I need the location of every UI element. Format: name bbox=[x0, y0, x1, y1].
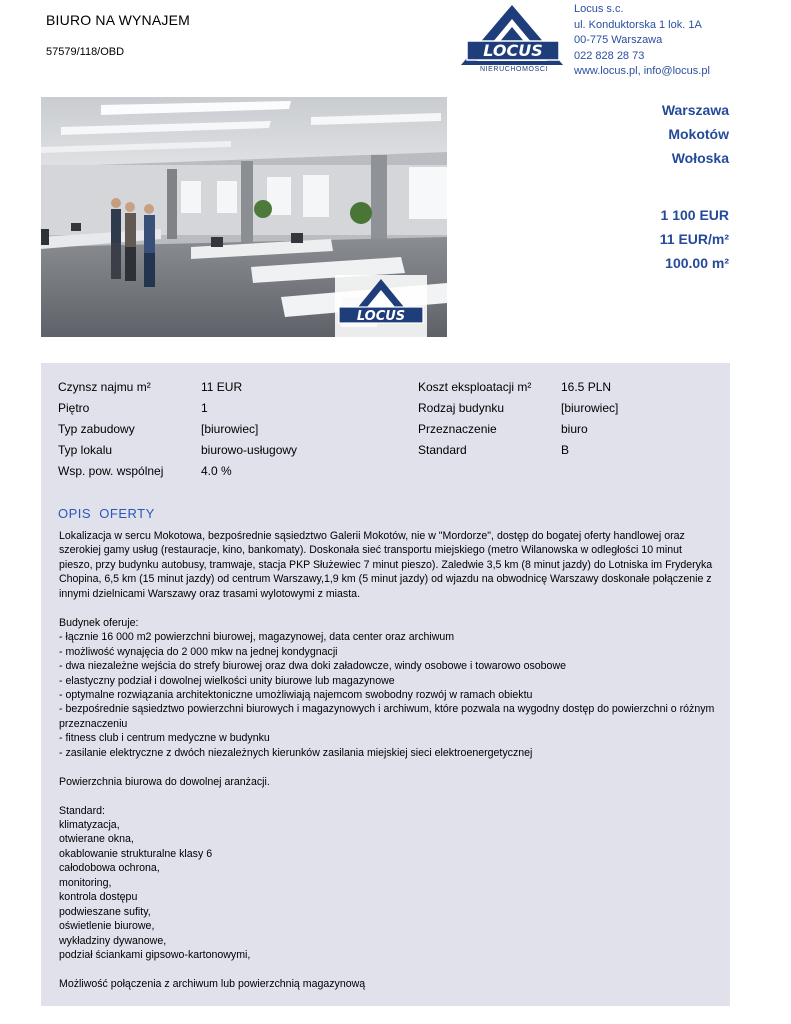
company-street: ul. Konduktorska 1 lok. 1A bbox=[574, 18, 702, 31]
detail-label: Czynsz najmu m² bbox=[58, 380, 151, 394]
feature-item: - optymalne rozwiązania architektoniczne umożliwiają najemcom swobodny rozwój w ramach obiektu bbox=[59, 688, 533, 701]
company-city: 00-775 Warszawa bbox=[574, 34, 663, 46]
detail-value: biuro bbox=[561, 422, 588, 436]
building-features bbox=[59, 616, 723, 761]
description-line: Budynek oferuje: bbox=[59, 616, 139, 629]
company-phone: 022 828 28 73 bbox=[574, 49, 645, 62]
detail-label: Wsp. pow. wspólnej bbox=[58, 464, 164, 478]
description-line: Chopina, 6,5 km (15 minut jazdy) od centrum Warszawy,1,9 km (5 minut jazdy) od wjazdu na obwodnicę Warszawy doskonałe połączenie z bbox=[59, 573, 712, 586]
description-heading: OPIS OFERTY bbox=[58, 506, 155, 521]
detail-value: biurowo-usługowy bbox=[201, 443, 298, 457]
detail-label: Koszt eksploatacji m² bbox=[418, 380, 532, 394]
standard-item: oświetlenie biurowe, bbox=[59, 920, 155, 933]
svg-text:LOCUS: LOCUS bbox=[483, 41, 543, 60]
closing-note: Możliwość połączenia z archiwum lub powierzchnią magazynową bbox=[59, 977, 366, 990]
detail-label: Piętro bbox=[58, 401, 90, 415]
standard-item: podział ściankami gipsowo-kartonowymi, bbox=[59, 949, 251, 962]
location-price-summary bbox=[660, 98, 729, 275]
feature-item: - elastyczny podział i dowolnej wielkości unity biurowe lub magazynowe bbox=[59, 674, 395, 687]
office-photo bbox=[41, 97, 447, 337]
detail-label: Przeznaczenie bbox=[418, 422, 497, 436]
standard-item: monitoring, bbox=[59, 876, 112, 889]
price-per-m2: 11 EUR/m² bbox=[659, 231, 729, 247]
detail-label: Typ lokalu bbox=[58, 443, 113, 457]
offer-title: BIURO NA WYNAJEM bbox=[46, 12, 190, 28]
detail-value: 4.0 % bbox=[201, 464, 232, 478]
location-street: Wołoska bbox=[671, 150, 729, 166]
standard-item: wykładziny dywanowe, bbox=[59, 934, 167, 947]
feature-item: - łącznie 16 000 m2 powierzchni biurowej, magazynowej, data center oraz archiwum bbox=[59, 631, 455, 644]
area: 100.00 m² bbox=[665, 255, 729, 271]
standard-item: całodobowa ochrona, bbox=[59, 862, 160, 875]
detail-label: Standard bbox=[418, 443, 467, 457]
company-web-email[interactable]: www.locus.pl, info@locus.pl bbox=[574, 65, 710, 77]
offer-description bbox=[59, 529, 723, 1006]
standard-item: kontrola dostępu bbox=[59, 891, 138, 904]
detail-value: 16.5 PLN bbox=[561, 380, 612, 394]
detail-label: Rodzaj budynku bbox=[418, 401, 505, 415]
arrangement-note: Powierzchnia biurowa do dowolnej aranżacji. bbox=[59, 775, 270, 788]
location-city: Warszawa bbox=[661, 102, 729, 118]
feature-item: - zasilanie elektryczne z dwóch niezależnych kierunków zasilania miejskiej sieci elektroenergetycznej bbox=[59, 746, 533, 759]
standard-item: klimatyzacja, bbox=[59, 819, 120, 832]
standard-item: okablowanie strukturalne klasy 6 bbox=[59, 847, 213, 860]
detail-value: B bbox=[561, 443, 570, 457]
standard-item: podwieszane sufity, bbox=[59, 905, 151, 918]
description-line: Lokalizacja w sercu Mokotowa, bezpośrednie sąsiedztwo Galerii Mokotów, nie w "Mordorze", dostęp do bogatej oferty handlowej oraz bbox=[59, 530, 685, 542]
feature-item: - dwa niezależne wejścia do strefy biurowej oraz dwa doki załadowcze, windy osobowe i towarowo osobowe bbox=[59, 660, 566, 673]
feature-item: - możliwość wynajęcia do 2 000 mkw na jednej kondygnacji bbox=[59, 645, 338, 658]
description-line: pieszo, przy budynku autobusy, tramwaje, stacja PKP Służewiec 7 minut pieszo). Zaledwie 3,5 km (8 minut jazdy) do Lotniska im Fryderyka bbox=[59, 558, 713, 571]
logo-subtitle: NIERUCHOMOŚCI bbox=[479, 66, 549, 73]
location-district: Mokotów bbox=[668, 126, 729, 142]
detail-label: Typ zabudowy bbox=[58, 422, 135, 436]
price-total: 1 100 EUR bbox=[660, 207, 729, 223]
description-intro bbox=[59, 529, 723, 601]
feature-item: - bezpośrednie sąsiedztwo powierzchni biurowych i magazynowych i archiwum, które pozwala na wygodny dostęp do powierzchni o różnym bbox=[59, 703, 715, 716]
description-line: Standard: bbox=[59, 804, 105, 817]
feature-item: - fitness club i centrum medyczne w budynku bbox=[59, 732, 270, 745]
detail-value: 11 EUR bbox=[201, 380, 243, 394]
detail-value: [biurowiec] bbox=[561, 401, 619, 415]
svg-text:LOCUS: LOCUS bbox=[356, 309, 406, 324]
feature-item: przeznaczeniu bbox=[59, 717, 128, 730]
description-line: szerokiej gamy usług (restauracje, kino, bankomaty). Doskonała sieć transportu miejskiego (metro Wilanowska w odległości 10 minut bbox=[59, 544, 682, 557]
detail-value: [biurowiec] bbox=[201, 422, 259, 436]
company-name: Locus s.c. bbox=[574, 3, 624, 15]
standard-list bbox=[59, 804, 723, 963]
standard-item: otwierane okna, bbox=[59, 833, 134, 846]
detail-value: 1 bbox=[201, 401, 208, 415]
offer-reference: 57579/118/OBD bbox=[46, 46, 125, 58]
agency-contact bbox=[574, 2, 710, 80]
description-line: innymi dzielnicami Warszawy oraz trasami wylotowymi z miasta. bbox=[59, 587, 361, 600]
